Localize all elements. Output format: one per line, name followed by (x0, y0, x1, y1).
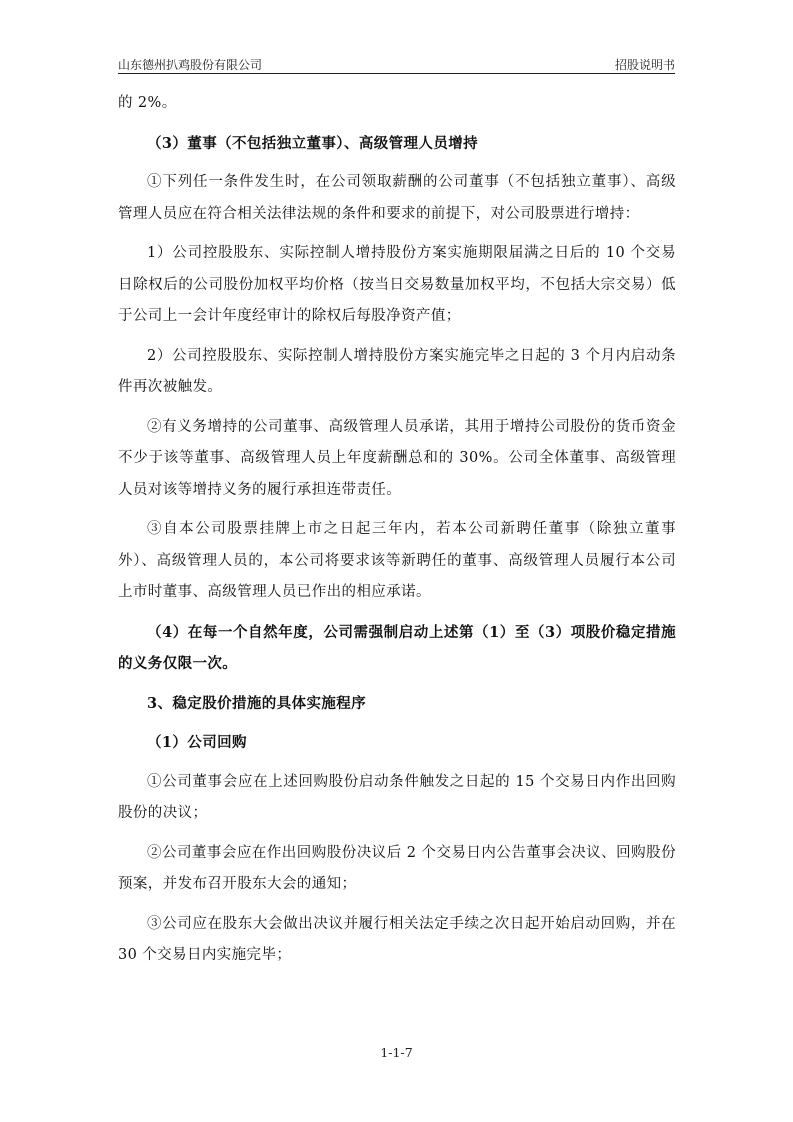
page-header (118, 52, 675, 74)
page-body (118, 88, 676, 972)
paragraph-condition-2: 2）公司控股股东、实际控制人增持股份方案实施完毕之日起的 3 个月内启动条件再次被触发。 (118, 347, 676, 395)
section-heading-procedures: 3、稳定股价措施的具体实施程序 (147, 694, 367, 712)
paragraph-new-directors: ③自本公司股票挂牌上市之日起三年内，若本公司新聘任董事（除独立董事外）、高级管理人员的，本公司将要求该等新聘任的董事、高级管理人员履行本公司上市时董事、高级管理人员已作出的相应承诺。 (118, 521, 676, 600)
paragraph-buyback-step-3: ③公司应在股东大会做出决议并履行相关法定手续之次日起开始启动回购，并在 30 个交易日内实施完毕； (118, 915, 676, 963)
section-heading-buyback: （1）公司回购 (147, 734, 247, 751)
paragraph-buyback-step-1: ①公司董事会应在上述回购股份启动条件触发之日起的 15 个交易日内作出回购股份的决议； (118, 773, 676, 821)
paragraph-funding-commitment: ②有义务增持的公司董事、高级管理人员承诺，其用于增持公司股份的货币资金不少于该等董事、高级管理人员上年度薪酬总和的 30%。公司全体董事、高级管理人员对该等增持义务的履行承担连带责任。 (118, 418, 676, 498)
paragraph-condition-1: 1）公司控股股东、实际控制人增持股份方案实施期限届满之日后的 10 个交易日除权后的公司股份加权平均价格（按当日交易数量加权平均，不包括大宗交易）低于公司上一会计年度经审计的除权后每股净资产值； (118, 245, 676, 324)
header-document-type: 招股说明书 (614, 58, 675, 72)
section-heading-annual-limit: （4）在每一个自然年度，公司需强制启动上述第（1）至（3）项股价稳定措施的义务仅限一次。 (118, 623, 676, 672)
paragraph-buyback-step-2: ②公司董事会应在作出回购股份决议后 2 个交易日内公告董事会决议、回购股份预案，并发布召开股东大会的通知； (118, 844, 676, 892)
page-number: 1-1-7 (380, 1045, 413, 1060)
paragraph-continuation: 的 2%。 (118, 95, 177, 111)
header-rule (118, 73, 675, 74)
header-company-name: 山东德州扒鸡股份有限公司 (118, 58, 263, 72)
paragraph-trigger-conditions: ①下列任一条件发生时，在公司领取薪酬的公司董事（不包括独立董事）、高级管理人员应在符合相关法律法规的条件和要求的前提下，对公司股票进行增持： (118, 174, 676, 222)
section-heading-director-increase: （3）董事（不包括独立董事）、高级管理人员增持 (147, 134, 479, 152)
